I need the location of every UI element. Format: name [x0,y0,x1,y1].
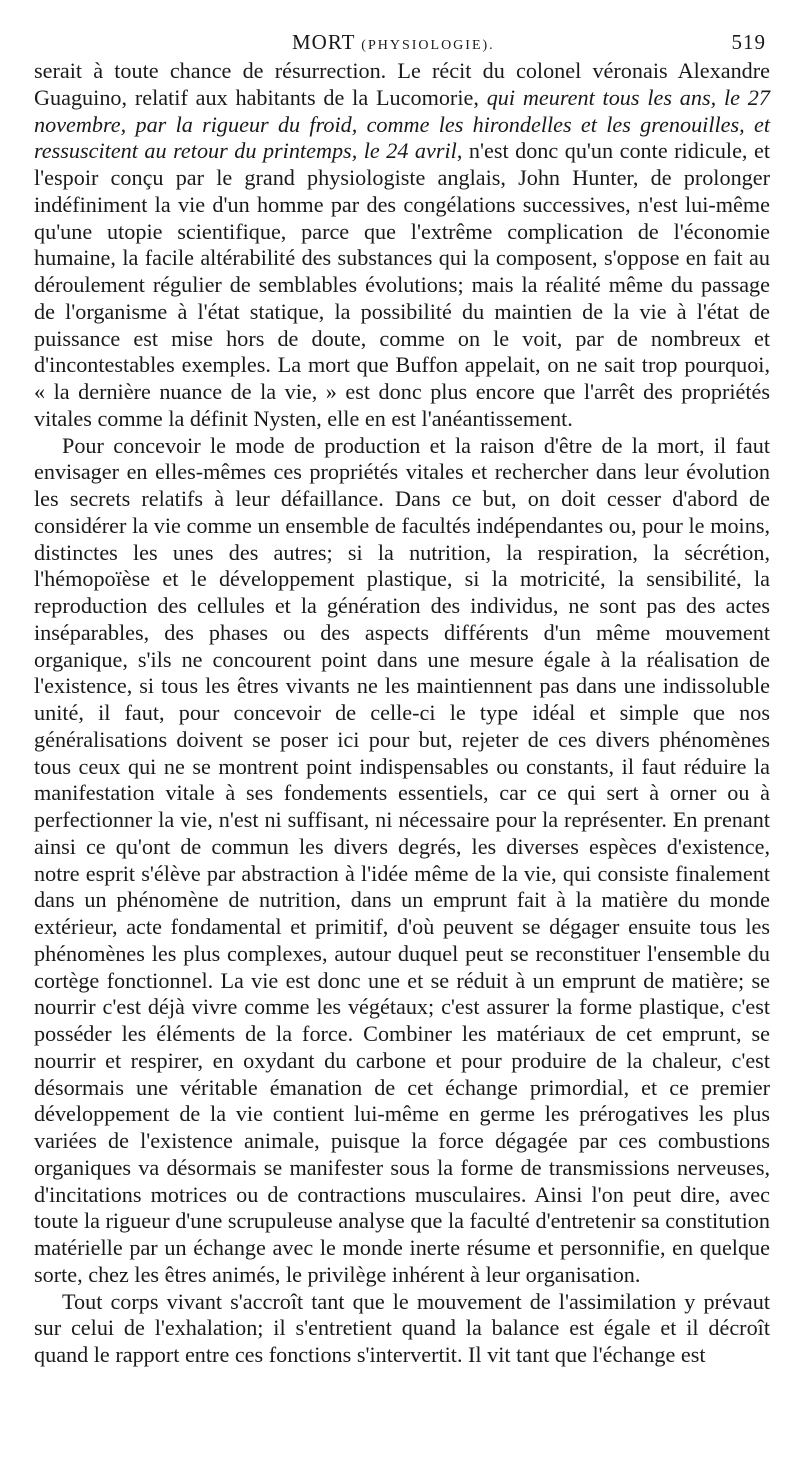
paragraph-1-text-b: , n'est donc qu'un conte ridicule, et l'espoir conçu par le grand physiologiste anglais, John Hunter, de prolonger indéfiniment la vie d'un homme par des congélations successives, n'est lui-même qu'une utopie scientifique, parce que l'extrême complication de l'économie humaine, la facile altérabilité des substances qui la composent, s'oppose en fait au déroulement régulier de semblables évolutions; mais la réalité même du passage de l'organisme à l'état statique, la possibilité du maintien de la vie à l'état de puissance est mise hors de doute, comme on le voit, par de nombreux et d'incontestables exemples. La mort que Buffon appelait, on ne sait trop pourquoi, « la dernière nuance de la vie, » est donc plus encore que l'arrêt des propriétés vitales comme la définit Nysten, elle en est l'anéantissement. [34,138,770,431]
running-head [34,30,770,58]
paragraph-3: Tout corps vivant s'accroît tant que le mouvement de l'assimilation y prévaut sur celui de l'exhalation; il s'entretient quand la balance est égale et il décroît quand le rapport entre ces fonctions s'intervertit. Il vit tant que l'échange est [34,1288,770,1367]
book-page [34,30,770,1369]
paragraph-1-text-a: serait à toute chance de résurrection. Le récit du colonel véronais Alexandre Guaguino, relatif aux habitants de la Lucomorie, [34,58,770,110]
paragraph-1 [34,58,770,433]
running-title-main: MORT [292,30,356,54]
paragraph-2: Pour concevoir le mode de production et la raison d'être de la mort, il faut envisager en elles-mêmes ces propriétés vitales et rechercher dans leur évolution les secrets relatifs à leur défaillance. Dans ce but, on doit cesser d'abord de considérer la vie comme un ensemble de facultés indépendantes ou, pour le moins, distinctes les unes des autres; si la nutrition, la respiration, la sécrétion, l'hémopoïèse et le développement plastique, si la motricité, la sensibilité, la reproduction des cellules et la génération des individus, ne sont pas des actes inséparables, des phases ou des aspects différents d'un même mouvement organique, s'ils ne concourent point dans une mesure égale à la réalisation de l'existence, si tous les êtres vivants ne les maintiennent pas dans une indissoluble unité, il faut, pour concevoir de celle-ci le type idéal et simple que nos généralisations doivent se poser ici pour but, rejeter de ces divers phénomènes tous ceux qui ne se montrent point indispensables ou constants, il faut réduire la manifestation vitale à ses fondements essentiels, car ce qui sert à orner ou à perfectionner la vie, n'est ni suffisant, ni nécessaire pour la représenter. En prenant ainsi ce qu'ont de commun les divers degrés, les diverses espèces d'existence, notre esprit s'élève par abstraction à l'idée même de la vie, qui consiste finalement dans un phénomène de nutrition, dans un emprunt fait à la matière du monde extérieur, acte fondamental et primitif, d'où peuvent se dégager ensuite tous les phénomènes les plus complexes, autour duquel peut se reconstituer l'ensemble du cortège fonctionnel. La vie est donc une et se réduit à un emprunt de matière; se nourrir c'est déjà vivre comme les végétaux; c'est assurer la forme plastique, c'est posséder les éléments de la force. Combiner les matériaux de cet emprunt, se nourrir et respirer, en oxydant du carbone et pour produire de la chaleur, c'est désormais une véritable émanation de cet échange primordial, et ce premier développement de la vie contient lui-même en germe les prérogatives les plus variées de l'existence animale, puisque la force dégagée par ces combustions organiques va désormais se manifester sous la forme de transmissions nerveuses, d'incitations motrices ou de contractions musculaires. Ainsi l'on peut dire, avec toute la rigueur d'une scrupuleuse analyse que la faculté d'entretenir sa constitution matérielle par un échange avec le monde inerte résume et personnifie, en quelque sorte, chez les êtres animés, le privilège inhérent à leur organisation. [34,432,770,1287]
running-title-subtitle: (PHYSIOLOGIE). [361,38,495,53]
running-title [292,30,495,55]
page-number: 519 [731,30,766,54]
paragraph-1-italic: qui meurent tous les ans, le 27 novembre, par la rigueur du froid, comme les hirondelles et les grenouilles, et ressuscitent au retour du printemps, le 24 avril [34,84,770,164]
